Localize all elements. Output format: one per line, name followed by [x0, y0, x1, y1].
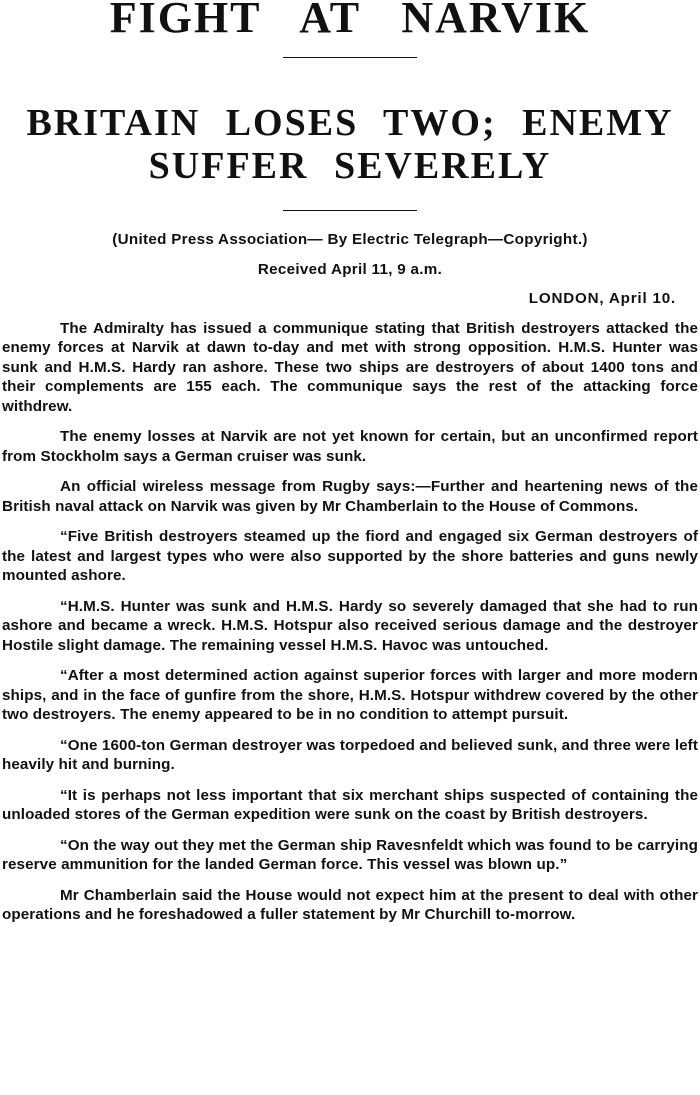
received-line: Received April 11, 9 a.m. — [257, 260, 443, 278]
main-headline: FIGHT AT NARVIK — [109, 0, 591, 42]
sub-headline-divider — [283, 210, 417, 211]
paragraph: “After a most determined action against superior forces with larger and more modern ships, and in the face of gunfire from the shore, H.M.S. Hotspur withdrew covered by the other two destroyers. The enemy appeared to be in no condition to attempt pursuit. — [2, 667, 698, 723]
dateline: LONDON, April 10. — [528, 290, 676, 307]
paragraph: “H.M.S. Hunter was sunk and H.M.S. Hardy so severely damaged that she had to run ashore and became a wreck. H.M.S. Hotspur also received serious damage and the destroyer Hostile slight damage. The remaining vessel H.M.S. Havoc was untouched. — [2, 597, 698, 654]
paragraph: The Admiralty has issued a communique stating that British destroyers attacked the enemy forces at Narvik at dawn to-day and met with strong opposition. H.M.S. Hunter was sunk and H.M.S. Hardy ran ashore. These two ships are destroyers of about 1400 tons and their complements are 155 each. The communique says the rest of the attacking force withdrew. — [2, 319, 698, 415]
paragraph: An official wireless message from Rugby says:—Further and heartening news of the British naval attack on Narvik was given by Mr Chamberlain to the House of Commons. — [2, 478, 698, 515]
paragraph: “It is perhaps not less important that six merchant ships suspected of containing the unloaded stores of the German expedition were sunk on the coast by British destroyers. — [2, 786, 698, 823]
paragraph: Mr Chamberlain said the House would not expect him at the present to deal with other operations and he foreshadowed a fuller statement by Mr Churchill to-morrow. — [2, 886, 698, 923]
paragraph: “On the way out they met the German ship Ravesnfeldt which was found to be carrying reserve ammunition for the landed German force. This vessel was blown up.” — [2, 836, 698, 873]
paragraph: The enemy losses at Narvik are not yet known for certain, but an unconfirmed report from Stockholm says a German cruiser was sunk. — [2, 428, 698, 465]
paragraph: “Five British destroyers steamed up the fiord and engaged six German destroyers of the latest and largest types who were also supported by the shore batteries and guns newly mounted ashore. — [2, 528, 698, 584]
article-body — [2, 319, 698, 925]
paragraph: “One 1600-ton German destroyer was torpedoed and believed sunk, and three were left heavily hit and burning. — [2, 736, 698, 773]
sub-headline: BRITAIN LOSES TWO; ENEMY SUFFER SEVERELY — [26, 102, 674, 187]
headline-divider — [283, 57, 417, 58]
press-credit: (United Press Association— By Electric Telegraph—Copyright.) — [112, 231, 588, 248]
